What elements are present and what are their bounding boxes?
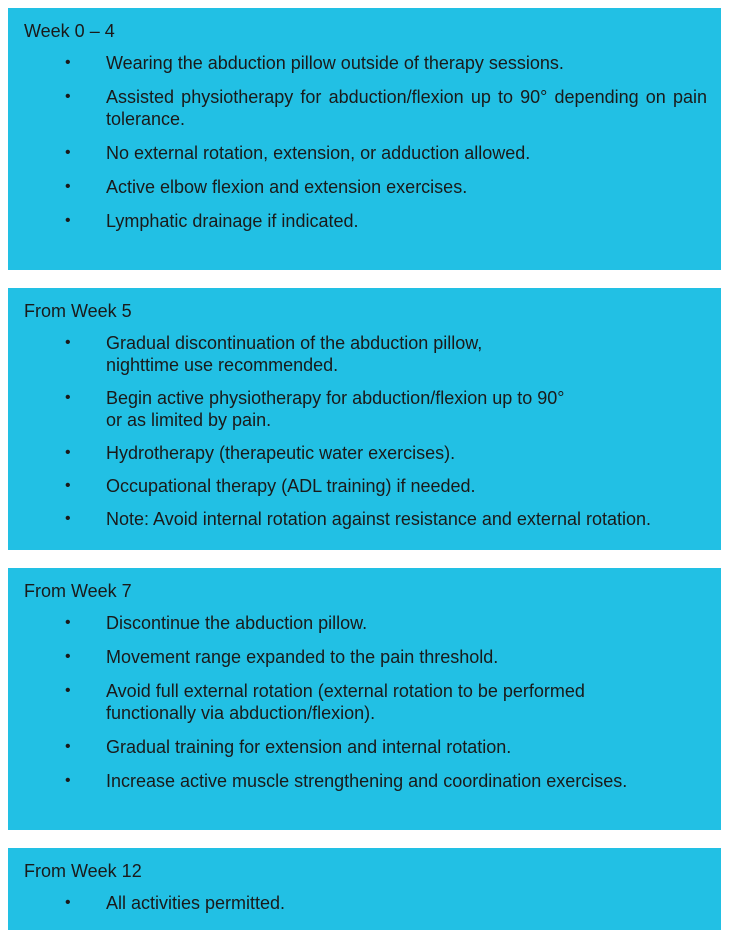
bullet-icon: • <box>65 510 71 527</box>
bullet-icon: • <box>65 772 71 789</box>
section-title: Week 0 – 4 <box>24 21 115 41</box>
bullet-icon: • <box>65 212 71 229</box>
list-item: • Gradual training for extension and internal rotation. <box>65 737 512 757</box>
list-item: • Note: Avoid internal rotation against resistance and external rotation. <box>65 509 652 529</box>
section-from-week-7 <box>8 568 721 830</box>
bullet-icon: • <box>65 389 71 406</box>
bullet-icon: • <box>65 648 71 665</box>
bullet-icon: • <box>65 88 71 105</box>
bullet-icon: • <box>65 477 71 494</box>
list-item: • Begin active physiotherapy for abduction/flexion up to 90° or as limited by pain. <box>65 388 565 430</box>
list-item: • Wearing the abduction pillow outside of therapy sessions. <box>65 53 564 73</box>
section-from-week-12 <box>8 848 721 930</box>
bullet-list <box>24 612 707 792</box>
list-item: • Movement range expanded to the pain threshold. <box>65 647 499 667</box>
list-item: • Active elbow flexion and extension exercises. <box>65 177 468 197</box>
bullet-icon: • <box>65 614 71 631</box>
bullet-list <box>24 52 707 232</box>
bullet-list <box>24 892 707 914</box>
bullet-icon: • <box>65 444 71 461</box>
list-item: • Lymphatic drainage if indicated. <box>65 211 359 231</box>
list-item: • Occupational therapy (ADL training) if needed. <box>65 476 476 496</box>
list-item: • All activities permitted. <box>65 893 286 913</box>
bullet-icon: • <box>65 144 71 161</box>
bullet-icon: • <box>65 682 71 699</box>
bullet-icon: • <box>65 894 71 911</box>
section-title: From Week 12 <box>24 861 142 881</box>
section-title: From Week 5 <box>24 301 132 321</box>
bullet-icon: • <box>65 178 71 195</box>
section-title: From Week 7 <box>24 581 132 601</box>
section-week-0-4 <box>8 8 721 270</box>
list-item: • Gradual discontinuation of the abduction pillow, nighttime use recommended. <box>65 333 483 375</box>
list-item: • Hydrotherapy (therapeutic water exercises). <box>65 443 456 463</box>
list-item: • Avoid full external rotation (external rotation to be performed functionally via abduction/flexion). <box>65 681 585 723</box>
list-item: • Discontinue the abduction pillow. <box>65 613 368 633</box>
bullet-icon: • <box>65 54 71 71</box>
bullet-icon: • <box>65 334 71 351</box>
section-from-week-5 <box>8 288 721 550</box>
bullet-list <box>24 332 707 530</box>
list-item: • No external rotation, extension, or adduction allowed. <box>65 143 531 163</box>
list-item: • Increase active muscle strengthening and coordination exercises. <box>65 771 628 791</box>
bullet-icon: • <box>65 738 71 755</box>
list-item: • Assisted physiotherapy for abduction/flexion up to 90° depending on pain tolerance. <box>65 87 707 129</box>
